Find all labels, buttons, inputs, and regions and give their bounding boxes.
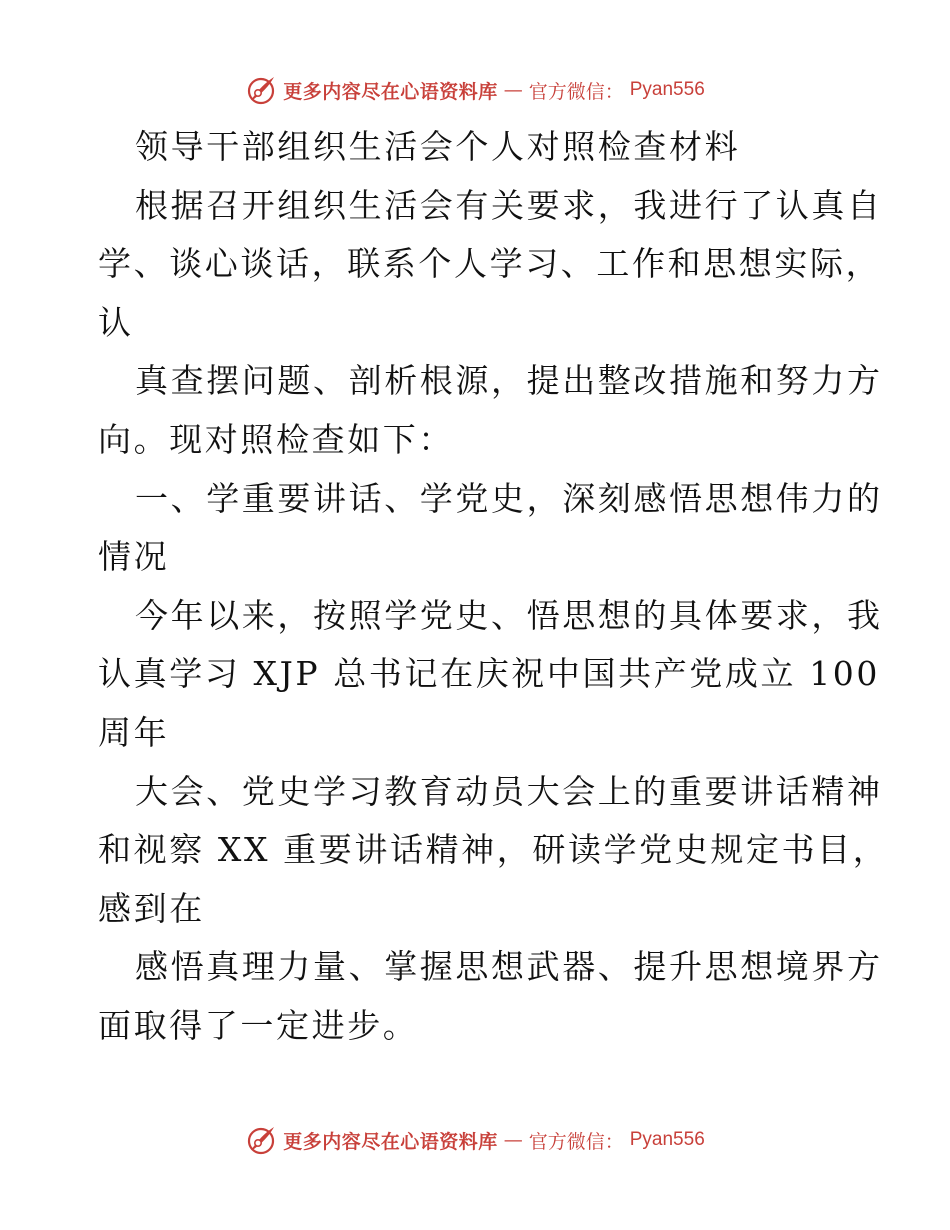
paragraph-line: 大会、党史学习教育动员大会上的重要讲话精神 [135,771,883,811]
footer-brand-text: 更多内容尽在心语资料库 [283,1130,498,1153]
document-title: 领导干部组织生活会个人对照检查材料 [135,127,741,166]
quill-pen-logo-icon [245,1124,277,1156]
footer-dash: — [503,1129,523,1151]
paragraph-line: 向。现对照检查如下： [98,419,454,459]
paragraph-line: 面取得了一定进步。 [98,1005,419,1045]
header-wechat-label: 官方微信： [528,80,624,103]
paragraph-line: 和视察 XX 重要讲话精神，研读学党史规定书目， [98,830,889,870]
header-brand-text: 更多内容尽在心语资料库 [283,80,498,103]
footer-wechat-id: Pyan556 [629,1129,705,1150]
paragraph-line: 认真学习 XJP 总书记在庆祝中国共产党成立 100 [98,654,880,694]
section-heading-cont: 情况 [98,537,170,577]
section-heading: 一、学重要讲话、学党史，深刻感悟思想伟力的 [135,478,883,518]
quill-pen-logo-icon [245,74,277,106]
page-header-banner [0,72,950,108]
paragraph-line: 感悟真理力量、掌握思想武器、提升思想境界方 [135,947,883,987]
header-wechat-id: Pyan556 [629,79,705,100]
paragraph-line: 感到在 [98,888,205,928]
paragraph-line: 根据召开组织生活会有关要求，我进行了认真自 [135,185,883,225]
paragraph-line: 今年以来，按照学党史、悟思想的具体要求，我 [135,595,883,635]
footer-wechat-label: 官方微信： [528,1130,624,1153]
paragraph-line: 真查摆问题、剖析根源，提出整改措施和努力方 [135,361,883,401]
paragraph-line: 周年 [98,712,170,752]
page-footer-banner [0,1122,950,1158]
paragraph-line: 认 [98,302,134,342]
header-dash: — [503,79,523,101]
document-body [98,118,889,1056]
paragraph-line: 学、谈心谈话，联系个人学习、工作和思想实际， [98,244,882,284]
